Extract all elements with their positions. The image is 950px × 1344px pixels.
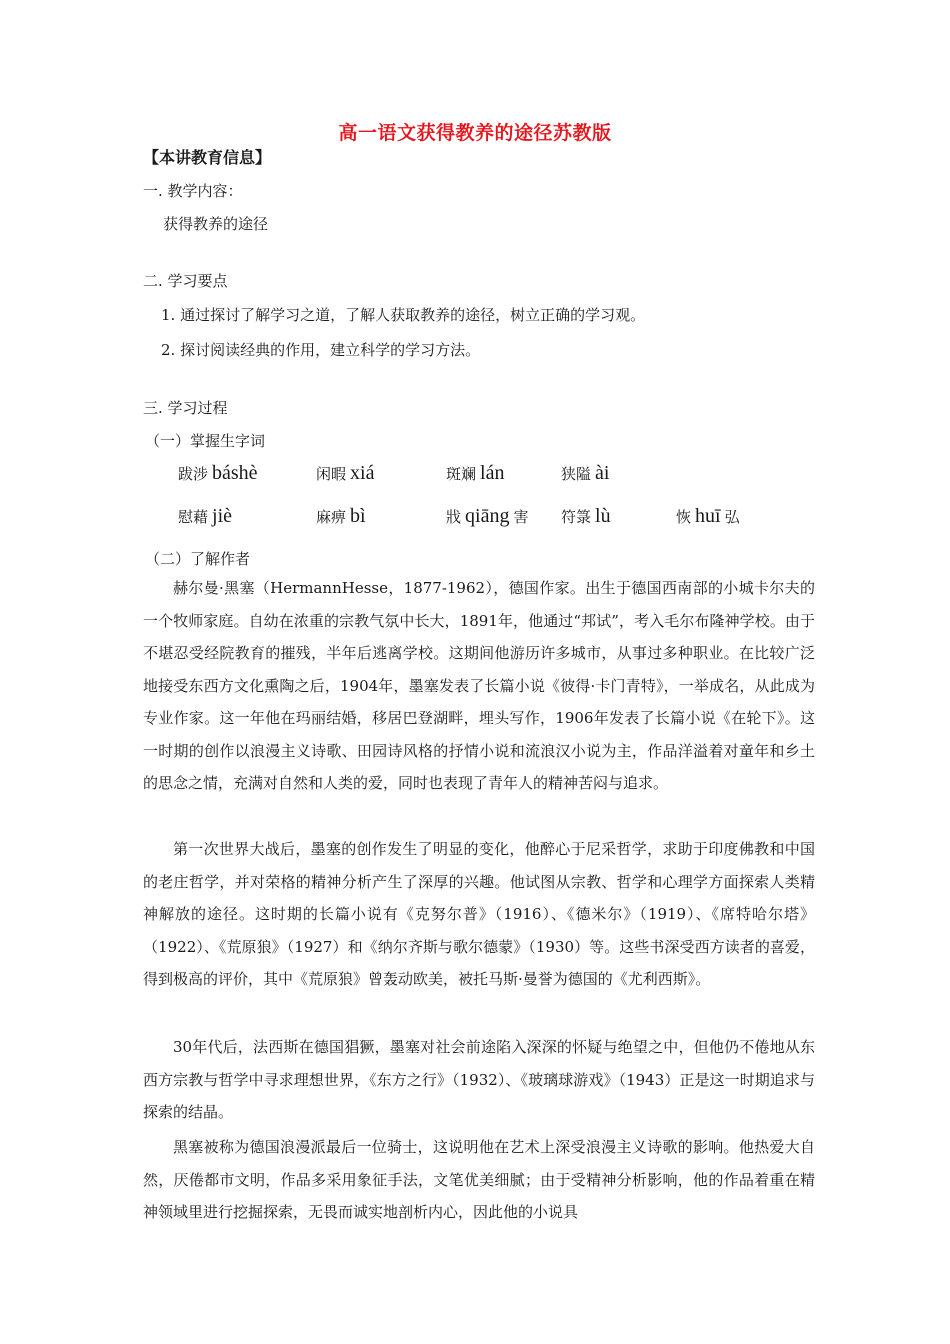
vocab-word: 符箓 xyxy=(561,508,592,526)
vocab-word: 斑斓 xyxy=(446,465,477,483)
vocab-word: 恢 xyxy=(676,508,692,526)
section1-heading: 一. 教学内容： xyxy=(143,182,243,200)
author-paragraph-4: 黑塞被称为德国浪漫派最后一位骑士，这说明他在艺术上深受浪漫主义诗歌的影响。他热爱大自然，厌倦都市文明，作品多采用象征手法，文笔优美细腻；由于受精神分析影响，他的作品着重在精神领域里进行挖掘探索，无畏而诚实地剖析内心，因此他的小说具 xyxy=(143,1138,815,1221)
vocab-pinyin: huī xyxy=(695,505,721,527)
vocab-word: 闲暇 xyxy=(316,465,347,483)
vocab-item xyxy=(178,505,232,528)
vocab-word: 慰藉 xyxy=(178,508,209,526)
section1-content: 获得教养的途径 xyxy=(163,215,269,233)
info-header: 【本讲教育信息】 xyxy=(143,148,272,167)
author-paragraph-1: 赫尔曼·黑塞（HermannHesse，1877-1962），德国作家。出生于德国西南部的小城卡尔夫的一个牧师家庭。自幼在浓重的宗教气氛中长大，1891年，他通过“邦试”，考入毛尔布隆神学校。由于不堪忍受经院教育的摧残，半年后逃离学校。这期间他游历许多城市，从事过多种职业。在比较广泛地接受东西方文化熏陶之后，1904年，墨塞发表了长篇小说《彼得·卡门青特》，一举成名，从此成为专业作家。这一年他在玛丽结婚，移居巴登湖畔，埋头写作，1906年发表了长篇小说《在轮下》。这一时期的创作以浪漫主义诗歌、田园诗风格的抒情小说和流浪汉小说为主，作品洋溢着对童年和乡土的思念之情，充满对自然和人类的爱，同时也表现了青年人的精神苦闷与追求。 xyxy=(143,579,815,792)
section3-sub1: （一）掌握生字词 xyxy=(145,432,266,450)
vocab-word: 戕 xyxy=(446,508,462,526)
vocab-item xyxy=(676,505,740,528)
vocab-item xyxy=(178,462,258,485)
vocab-pinyin: xiá xyxy=(350,462,375,484)
vocab-pinyin: qiāng xyxy=(465,505,510,527)
section3-heading: 三. 学习过程 xyxy=(143,399,228,417)
section2-item-2: 2. 探讨阅读经典的作用，建立科学的学习方法。 xyxy=(161,341,481,359)
vocab-pinyin: jiè xyxy=(212,505,233,527)
vocab-item xyxy=(446,462,504,485)
vocab-pinyin: lán xyxy=(480,462,505,484)
vocab-item xyxy=(561,505,611,528)
vocab-word: 跋涉 xyxy=(178,465,209,483)
vocab-pinyin: bì xyxy=(350,505,366,527)
author-paragraph-3: 30年代后，法西斯在德国猖獗，墨塞对社会前途陷入深深的怀疑与绝望之中，但他仍不倦地从东西方宗教与哲学中寻求理想世界，《东方之行》（1932）、《玻璃球游戏》（1943）正是这一时期追求与探索的结晶。 xyxy=(143,1038,815,1121)
vocab-pinyin: ài xyxy=(595,462,610,484)
vocab-word: 狭隘 xyxy=(561,465,592,483)
section2-heading: 二. 学习要点 xyxy=(143,272,228,290)
vocab-word-tail: 弘 xyxy=(724,508,740,526)
section2-item-1: 1. 通过探讨了解学习之道，了解人获取教养的途径，树立正确的学习观。 xyxy=(161,306,646,324)
document-title: 高一语文获得教养的途径苏教版 xyxy=(338,122,612,144)
vocab-word-tail: 害 xyxy=(513,508,529,526)
vocab-pinyin: báshè xyxy=(212,462,258,484)
vocab-item xyxy=(561,462,609,485)
vocab-word: 麻痹 xyxy=(316,508,347,526)
vocab-item xyxy=(316,462,374,485)
vocab-pinyin: lù xyxy=(595,505,611,527)
author-paragraph-2: 第一次世界大战后，墨塞的创作发生了明显的变化，他醉心于尼采哲学，求助于印度佛教和中国的老庄哲学，并对荣格的精神分析产生了深厚的兴趣。他试图从宗教、哲学和心理学方面探索人类精神解放的途径。这时期的长篇小说有《克努尔普》（1916）、《德米尔》（1919）、《席特哈尔塔》（1922）、《荒原狼》（1927）和《纳尔齐斯与歌尔德蒙》（1930）等。这些书深受西方读者的喜爱，得到极高的评价，其中《荒原狼》曾轰动欧美，被托马斯·曼誉为德国的《尤利西斯》。 xyxy=(143,840,815,988)
vocab-item xyxy=(316,505,366,528)
vocab-item xyxy=(446,505,528,528)
section3-sub2: （二）了解作者 xyxy=(145,550,251,568)
